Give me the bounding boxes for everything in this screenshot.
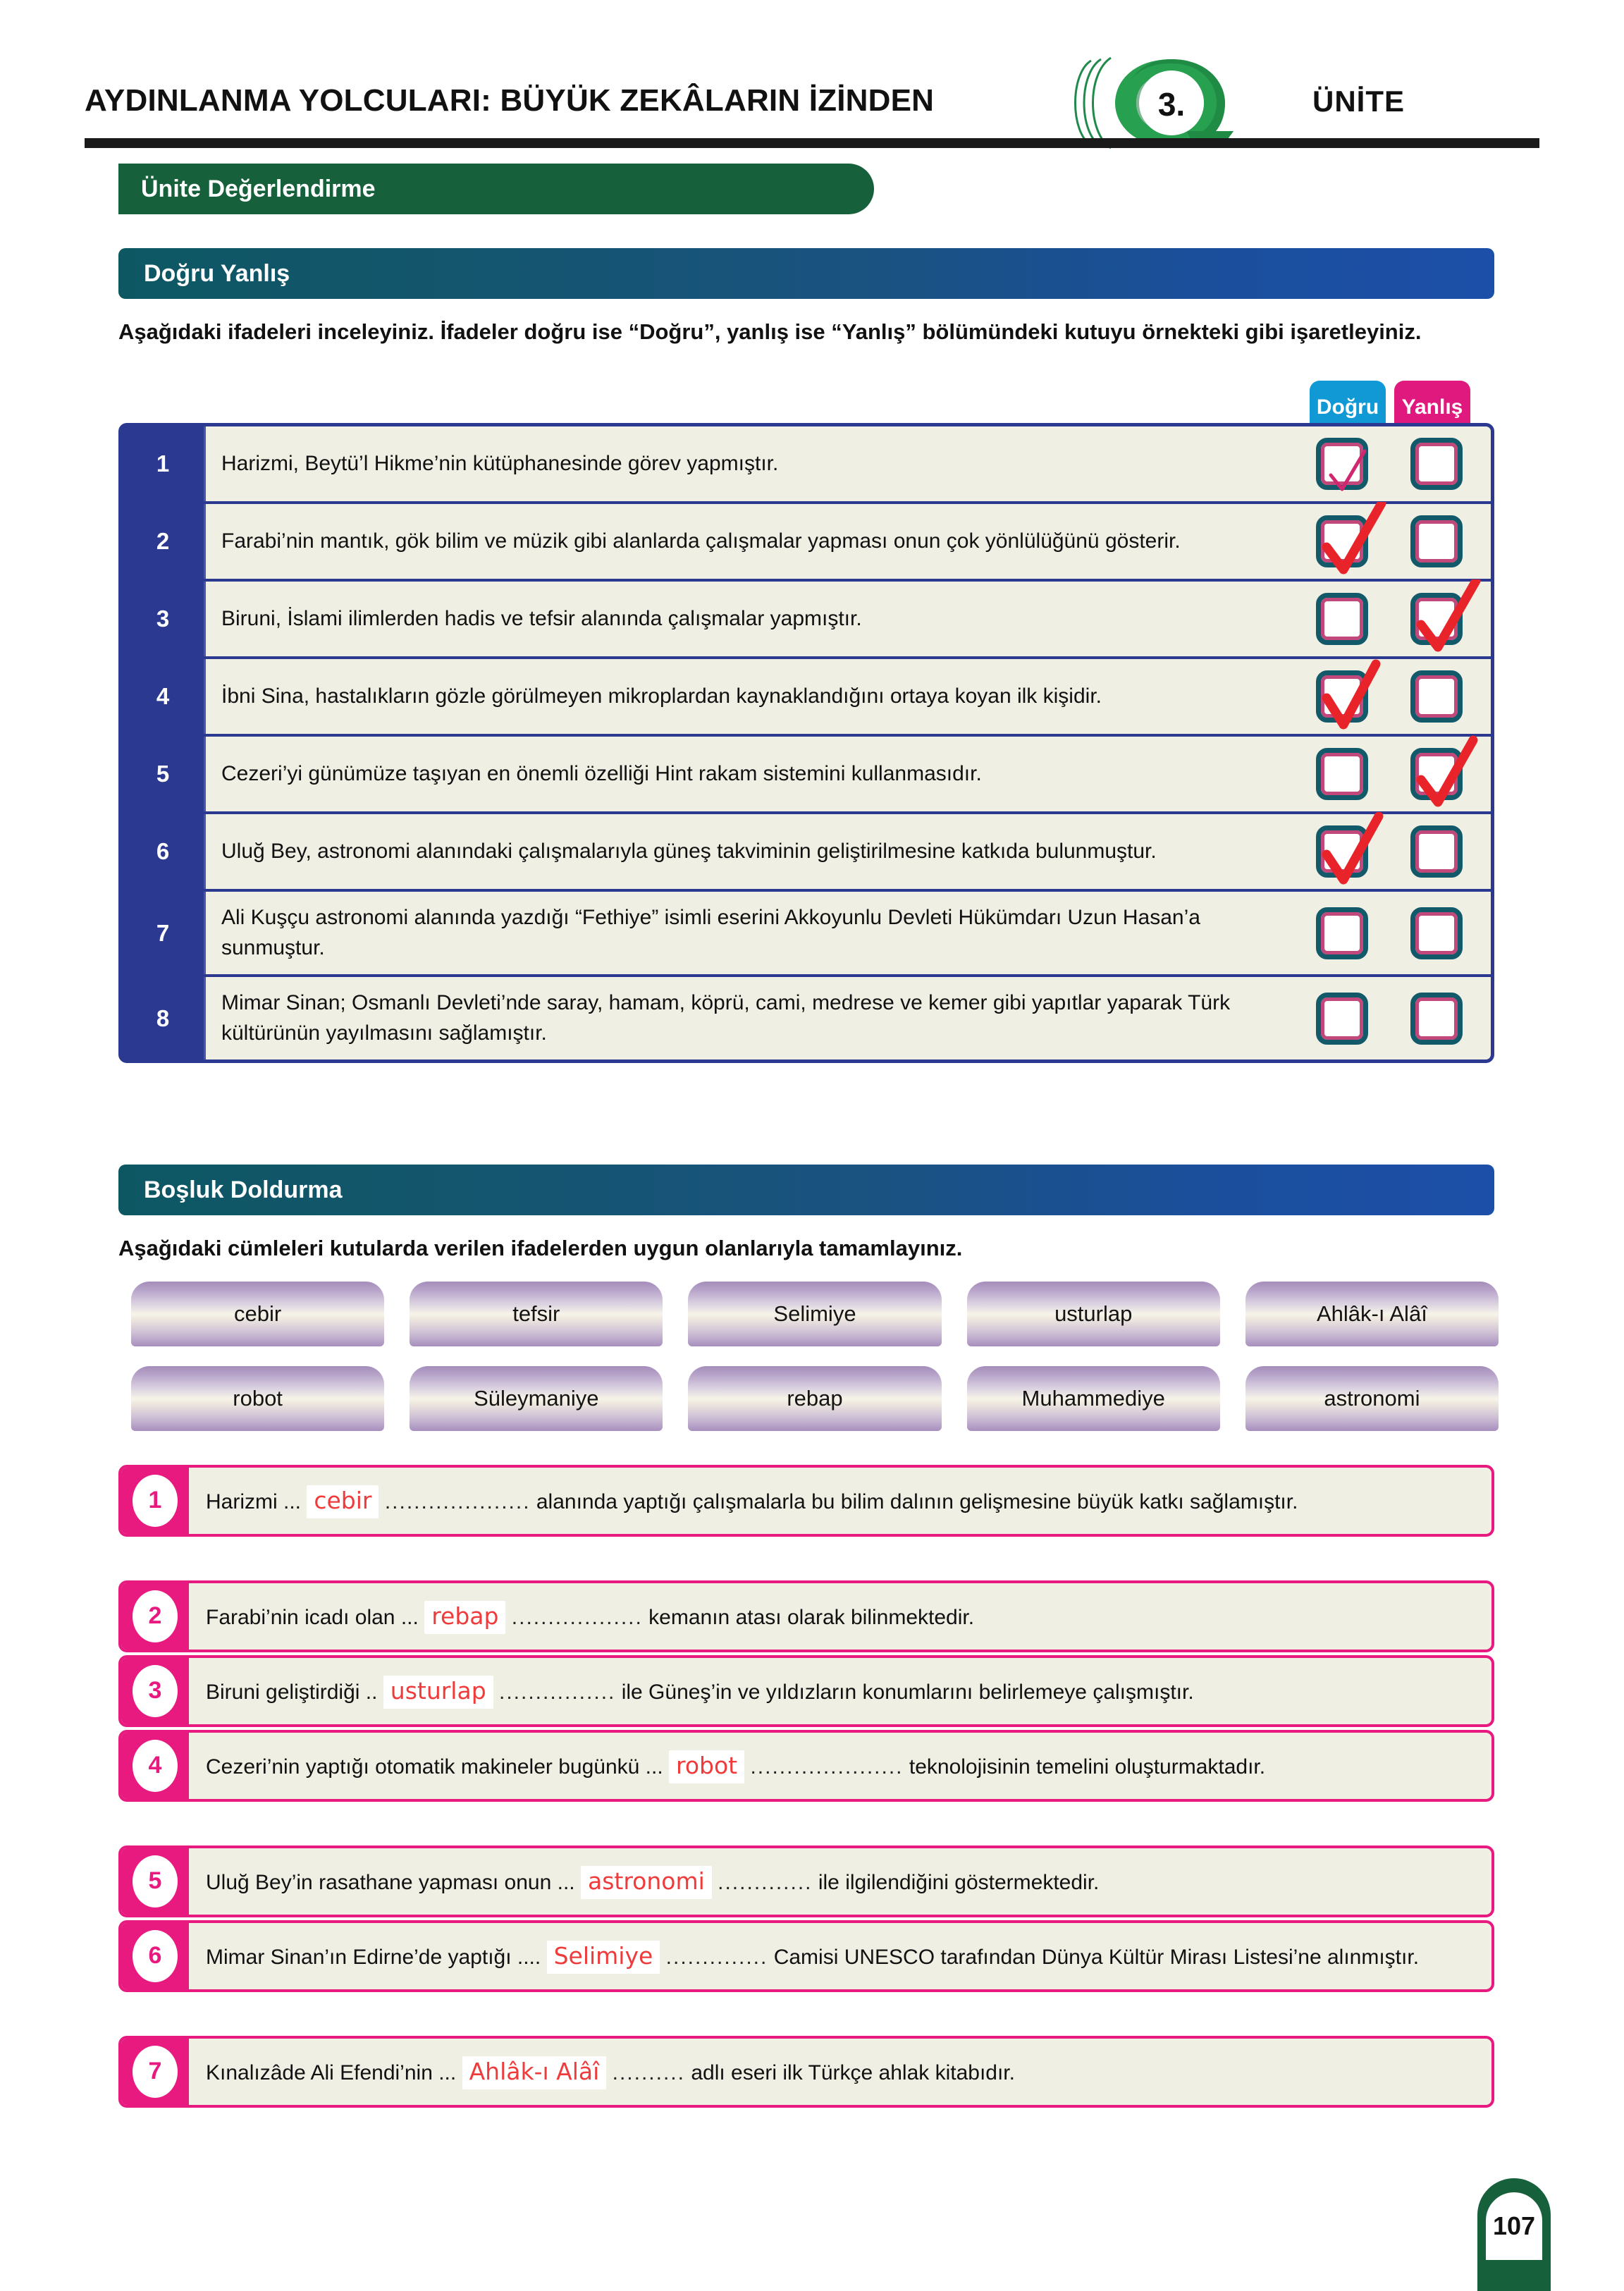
check-mark-icon	[1405, 735, 1483, 818]
unit-logo	[1066, 54, 1277, 152]
section-header-true-false	[118, 248, 1494, 299]
fill-blank-item	[118, 1730, 1494, 1802]
sentence-before: Farabi’nin icadı olan ...	[206, 1606, 419, 1629]
row-number: 2	[122, 504, 204, 579]
row-number: 6	[122, 814, 204, 889]
fill-blank-number: 2	[133, 1590, 178, 1642]
row-body	[204, 582, 1491, 656]
row-checkboxes	[1295, 515, 1491, 567]
fill-blank-number-badge	[121, 1658, 189, 1724]
word-chip[interactable]: Muhammediye	[967, 1366, 1220, 1431]
row-body	[204, 737, 1491, 811]
header-divider	[85, 138, 1539, 148]
fill-blank-sentence	[189, 1468, 1491, 1534]
fill-blank-sentence	[189, 1583, 1491, 1650]
sentence-after: alanında yaptığı çalışmalarla bu bilim dalının gelişmesine büyük katkı sağlamıştır.	[536, 1490, 1298, 1513]
fill-blank-number: 4	[133, 1740, 178, 1792]
row-checkboxes	[1295, 670, 1491, 723]
checkbox-dogru[interactable]	[1316, 825, 1368, 878]
fill-blank-item	[118, 1920, 1494, 1992]
row-number: 4	[122, 659, 204, 734]
table-row	[122, 737, 1491, 814]
row-statement: Uluğ Bey, astronomi alanındaki çalışmalarıyla güneş takviminin geliştirilmesine katkıda bulunmuştur.	[221, 839, 1157, 863]
checkbox-yanlis[interactable]	[1410, 907, 1463, 959]
handwritten-answer: Selimiye	[547, 1941, 660, 1974]
fill-blank-number: 7	[133, 2046, 178, 2098]
blank-dots: ..............	[665, 1946, 768, 1969]
unit-evaluation-label: Ünite Değerlendirme	[141, 175, 376, 202]
row-statement: Ali Kuşçu astronomi alanında yazdığı “Fethiye” isimli eserini Akkoyunlu Devleti Hükümdarı Uzun Hasan’a sunmuştur.	[221, 906, 1200, 959]
row-body	[204, 426, 1491, 501]
row-checkboxes	[1295, 438, 1491, 490]
fill-blank-number-badge	[121, 1468, 189, 1534]
sentence-after: Camisi UNESCO tarafından Dünya Kültür Mirası Listesi’ne alınmıştır.	[773, 1946, 1420, 1969]
page-number: 107	[1486, 2192, 1542, 2260]
fill-blank-sentence	[189, 1658, 1491, 1724]
sentence-before: Cezeri’nin yaptığı otomatik makineler bugünkü ...	[206, 1755, 663, 1779]
check-mark-icon	[1311, 812, 1389, 895]
row-checkboxes	[1295, 825, 1491, 878]
row-body	[204, 977, 1491, 1059]
column-header-yanlis-label: Yanlış	[1401, 395, 1463, 419]
row-number: 3	[122, 582, 204, 656]
checkbox-yanlis[interactable]	[1410, 993, 1463, 1045]
sentence-before: Mimar Sinan’ın Edirne’de yaptığı ....	[206, 1946, 541, 1969]
row-body	[204, 814, 1491, 889]
word-chip[interactable]: robot	[131, 1366, 384, 1431]
table-row	[122, 426, 1491, 504]
checkbox-yanlis[interactable]	[1410, 748, 1463, 800]
blank-dots: ....................	[384, 1490, 531, 1513]
fill-blank-number: 3	[133, 1665, 178, 1717]
word-chip[interactable]: Ahlâk-ı Alâî	[1245, 1282, 1499, 1346]
checkbox-yanlis[interactable]	[1410, 825, 1463, 878]
row-checkboxes	[1295, 907, 1491, 959]
fill-blank-number: 6	[133, 1930, 178, 1982]
handwritten-answer: cebir	[307, 1485, 379, 1518]
sentence-after: teknolojisinin temelini oluşturmaktadır.	[909, 1755, 1266, 1779]
handwritten-answer: usturlap	[383, 1676, 493, 1709]
fill-blank-number: 5	[133, 1855, 178, 1908]
checkbox-yanlis[interactable]	[1410, 515, 1463, 567]
checkbox-yanlis[interactable]	[1410, 438, 1463, 490]
table-row	[122, 892, 1491, 977]
sentence-before: Biruni geliştirdiği ..	[206, 1681, 378, 1704]
handwritten-answer: rebap	[424, 1601, 505, 1634]
blank-dots: ..................	[511, 1606, 643, 1629]
handwritten-answer: robot	[669, 1750, 744, 1783]
row-statement: Biruni, İslami ilimlerden hadis ve tefsir alanında çalışmalar yapmıştır.	[221, 606, 862, 630]
row-number: 8	[122, 977, 204, 1059]
check-mark-icon	[1405, 579, 1483, 663]
table-row	[122, 582, 1491, 659]
checkbox-dogru[interactable]	[1316, 593, 1368, 645]
row-statement: Mimar Sinan; Osmanlı Devleti’nde saray, hamam, köprü, cami, medrese ve kemer gibi yapıtlar yaparak Türk kültürünün yayılmasını sağlamıştır.	[221, 991, 1231, 1045]
sentence-after: ile Güneş’in ve yıldızların konumlarını belirlemeye çalışmıştır.	[621, 1681, 1194, 1704]
blank-dots: .............	[718, 1871, 813, 1894]
section-header-fill-blank	[118, 1165, 1494, 1215]
sentence-after: ile ilgilendiğini göstermektedir.	[818, 1871, 1100, 1894]
fill-blank-item	[118, 1580, 1494, 1652]
column-header-dogru-label: Doğru	[1316, 395, 1379, 419]
unit-evaluation-tab	[118, 164, 874, 214]
row-number: 7	[122, 892, 204, 974]
word-chip[interactable]: tefsir	[410, 1282, 663, 1346]
sentence-before: Uluğ Bey’in rasathane yapması onun ...	[206, 1871, 575, 1894]
fill-blank-number: 1	[133, 1475, 178, 1527]
blank-dots: ................	[499, 1681, 616, 1704]
checkbox-dogru[interactable]	[1316, 515, 1368, 567]
section-title-fill-blank: Boşluk Doldurma	[144, 1176, 343, 1203]
page-title: AYDINLANMA YOLCULARI: BÜYÜK ZEKÂLARIN İZİNDEN	[85, 83, 935, 118]
row-checkboxes	[1295, 993, 1491, 1045]
row-statement: İbni Sina, hastalıkların gözle görülmeyen mikroplardan kaynaklandığını ortaya koyan ilk kişidir.	[221, 684, 1102, 708]
blank-dots: ..........	[612, 2061, 685, 2084]
fill-blank-number-badge	[121, 1733, 189, 1799]
fill-blank-item	[118, 2036, 1494, 2108]
row-number: 5	[122, 737, 204, 811]
unit-word-label: ÜNİTE	[1312, 85, 1405, 118]
fill-blank-number-badge	[121, 1583, 189, 1650]
page-number-badge	[1477, 2178, 1551, 2291]
check-mark-icon	[1311, 424, 1389, 508]
row-number: 1	[122, 426, 204, 501]
fill-blank-sentence	[189, 1923, 1491, 1989]
table-row	[122, 659, 1491, 737]
sentence-after: adlı eseri ilk Türkçe ahlak kitabıdır.	[691, 2061, 1015, 2084]
word-bank-row-2	[131, 1366, 1499, 1431]
fill-blank-sentence	[189, 1848, 1491, 1915]
true-false-table	[118, 423, 1494, 1063]
row-statement: Cezeri’yi günümüze taşıyan en önemli özelliği Hint rakam sistemini kullanmasıdır.	[221, 761, 982, 785]
checkbox-dogru[interactable]	[1316, 670, 1368, 723]
check-mark-icon	[1311, 657, 1389, 740]
word-chip[interactable]: Selimiye	[688, 1282, 941, 1346]
checkbox-dogru[interactable]	[1316, 748, 1368, 800]
checkbox-dogru[interactable]	[1316, 438, 1368, 490]
table-row	[122, 977, 1491, 1059]
unit-logo-svg	[1066, 54, 1277, 152]
fill-blank-sentence	[189, 2039, 1491, 2105]
checkbox-dogru[interactable]	[1316, 993, 1368, 1045]
row-statement: Farabi’nin mantık, gök bilim ve müzik gibi alanlarda çalışmalar yapması onun çok yönlülüğünü gösterir.	[221, 529, 1181, 553]
table-row	[122, 814, 1491, 892]
sentence-before: Kınalızâde Ali Efendi’nin ...	[206, 2061, 457, 2084]
handwritten-answer: Ahlâk-ı Alâî	[462, 2056, 607, 2089]
fill-blank-item	[118, 1655, 1494, 1727]
fill-blank-item	[118, 1845, 1494, 1917]
row-checkboxes	[1295, 593, 1491, 645]
word-chip[interactable]: rebap	[688, 1366, 941, 1431]
word-chip[interactable]: usturlap	[967, 1282, 1220, 1346]
instruction-fill-blank: Aşağıdaki cümleleri kutularda verilen ifadelerden uygun olanlarıyla tamamlayınız.	[118, 1236, 963, 1260]
row-statement: Harizmi, Beytü’l Hikme’nin kütüphanesinde görev yapmıştır.	[221, 451, 779, 475]
sentence-after: kemanın atası olarak bilinmektedir.	[648, 1606, 975, 1629]
page-header	[0, 0, 1624, 162]
fill-blank-item	[118, 1465, 1494, 1537]
row-body	[204, 892, 1491, 974]
blank-dots: .....................	[750, 1755, 904, 1779]
sentence-before: Harizmi ...	[206, 1490, 301, 1513]
section-title-true-false: Doğru Yanlış	[144, 259, 290, 287]
row-body	[204, 504, 1491, 579]
row-checkboxes	[1295, 748, 1491, 800]
check-mark-icon	[1311, 502, 1389, 585]
word-bank-row-1	[131, 1282, 1499, 1346]
row-body	[204, 659, 1491, 734]
checkbox-yanlis[interactable]	[1410, 593, 1463, 645]
fill-blank-sentence	[189, 1733, 1491, 1799]
word-chip[interactable]: astronomi	[1245, 1366, 1499, 1431]
handwritten-answer: astronomi	[581, 1866, 712, 1899]
fill-blank-number-badge	[121, 1848, 189, 1915]
instruction-true-false: Aşağıdaki ifadeleri inceleyiniz. İfadeler doğru ise “Doğru”, yanlış ise “Yanlış” bölümündeki kutuyu örnekteki gibi işaretleyiniz.	[118, 319, 1422, 344]
checkbox-yanlis[interactable]	[1410, 670, 1463, 723]
unit-number-text: 3.	[1157, 86, 1186, 123]
fill-blank-number-badge	[121, 2039, 189, 2105]
word-chip[interactable]: Süleymaniye	[410, 1366, 663, 1431]
word-chip[interactable]: cebir	[131, 1282, 384, 1346]
checkbox-dogru[interactable]	[1316, 907, 1368, 959]
fill-blank-number-badge	[121, 1923, 189, 1989]
table-row	[122, 504, 1491, 582]
